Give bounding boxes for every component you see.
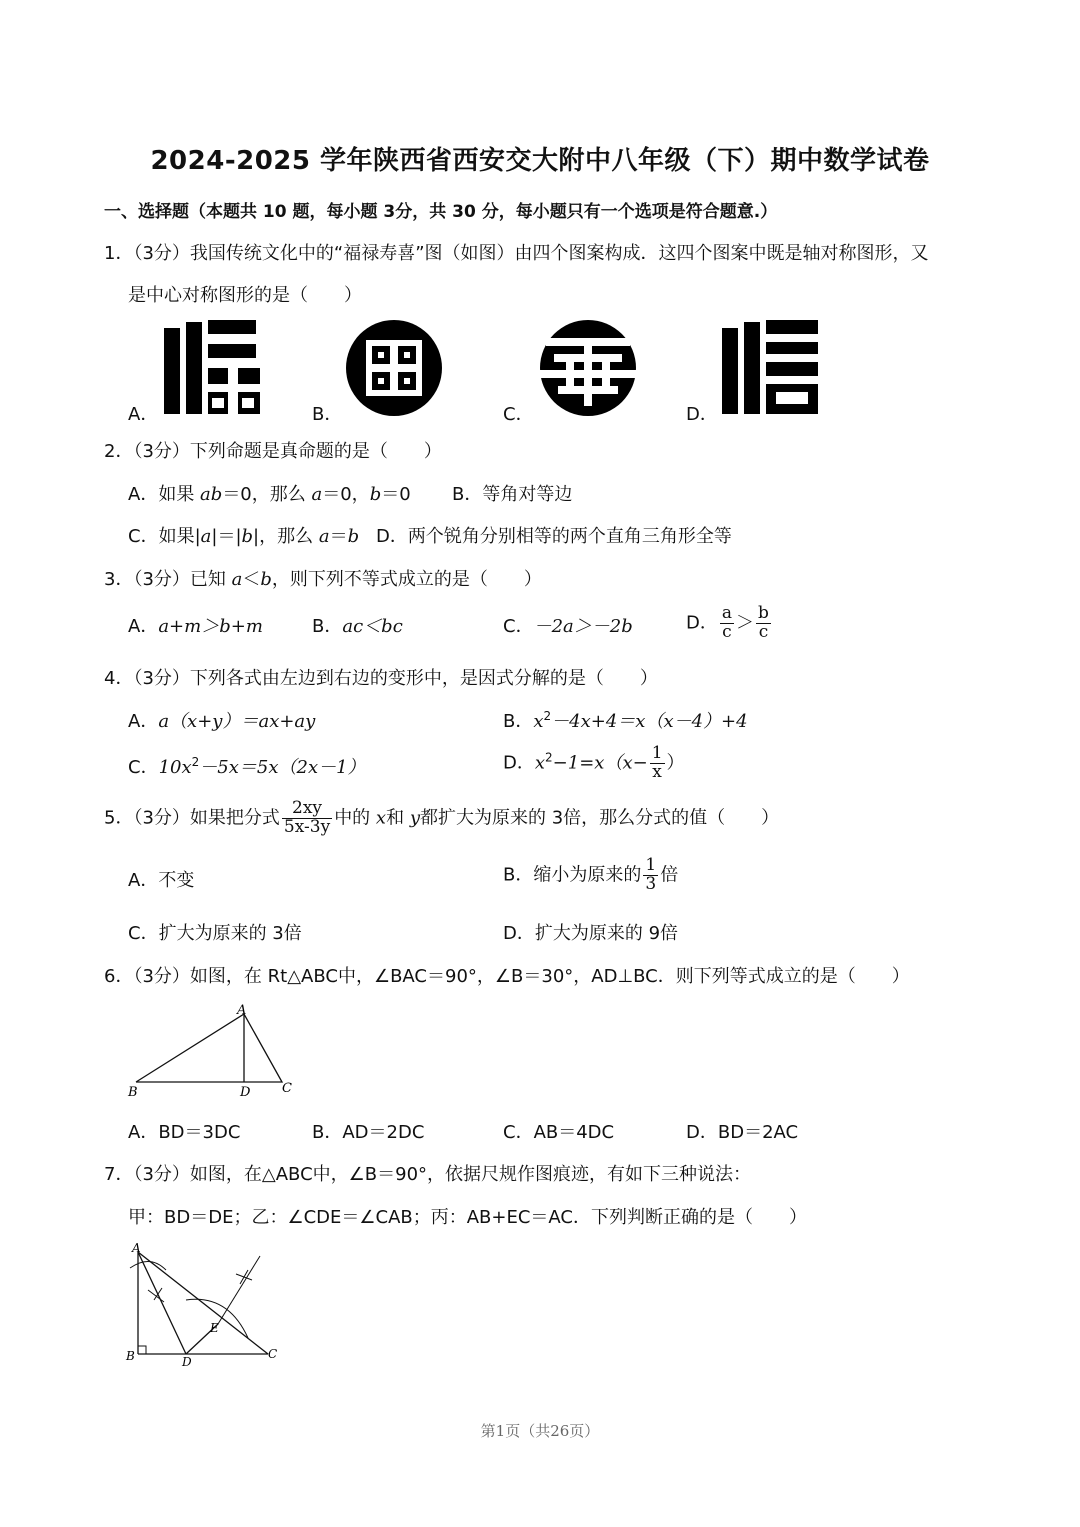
svg-text:E: E xyxy=(210,1321,219,1335)
page-number-footer: 第1页（共26页） xyxy=(480,1422,600,1440)
q4-option-a: A．a（x+y）＝ax+ay xyxy=(128,711,316,732)
svg-text:D: D xyxy=(182,1355,192,1369)
q3-stem: 3．（3分）已知 a＜b，则下列不等式成立的是（ ） xyxy=(104,569,542,590)
fu-emblem-image xyxy=(162,318,264,418)
svg-text:C: C xyxy=(282,1081,292,1096)
q2-option-a: A．如果 ab＝0，那么 a＝0，b＝0 xyxy=(128,484,411,505)
q7-stem: 7．（3分）如图，在△ABC中，∠B＝90°，依据尺规作图痕迹，有如下三种说法： xyxy=(104,1164,752,1185)
q3-option-a: A．a+m＞b+m xyxy=(128,616,263,637)
svg-text:D: D xyxy=(240,1085,251,1100)
q1-option-d-label: D． xyxy=(686,404,718,425)
q6-option-a: A．BD＝3DC xyxy=(128,1122,241,1143)
q6-option-d: D．BD＝2AC xyxy=(686,1122,799,1143)
q5-option-a: A．不变 xyxy=(128,870,195,891)
q5-option-c: C．扩大为原来的 3倍 xyxy=(128,923,302,944)
q5-option-b: B．缩小为原来的 $\frac{1}{3}$ 倍 xyxy=(503,855,679,894)
q3-option-b: B．ac＜bc xyxy=(312,616,403,637)
q1-option-c-label: C． xyxy=(503,404,534,425)
xi-emblem-image xyxy=(720,318,822,418)
svg-text:B: B xyxy=(126,1349,135,1363)
q2-option-d: D．两个锐角分别相等的两个直角三角形全等 xyxy=(376,526,732,547)
q3-option-d: D． $\frac{a}{c}$ ＞ $\frac{b}{c}$ xyxy=(686,603,769,642)
q4-option-b: B．$x^2-4x+4=x(x-4)+4$ xyxy=(503,709,748,732)
svg-text:C: C xyxy=(268,1347,278,1361)
svg-text:A: A xyxy=(132,1241,141,1255)
q1-stem-line2: 是中心对称图形的是（ ） xyxy=(128,285,362,306)
svg-text:A: A xyxy=(237,1003,247,1018)
q4-option-c: C．$10x^2-5x=5x(2x-1)$ xyxy=(128,755,366,778)
q4-option-d: D．$x^2-1=x(x-$ $\frac{1}{x}$ ） xyxy=(503,743,685,782)
q1-option-b-label: B． xyxy=(312,404,343,425)
q3-option-c: C．－2a＞－2b xyxy=(503,616,633,637)
q7-construction-figure xyxy=(120,1238,290,1370)
page-title: 2024-2025 学年陕西省西安交大附中八年级（下）期中数学试卷 xyxy=(150,146,930,176)
q4-stem: 4．（3分）下列各式由左边到右边的变形中，是因式分解的是（ ） xyxy=(104,668,658,689)
lu-emblem-image xyxy=(344,318,444,418)
q6-triangle-figure xyxy=(120,1000,310,1104)
q1-stem-line1: 1．（3分）我国传统文化中的“福禄寿喜”图（如图）由四个图案构成．这四个图案中既是轴对称图形，又 xyxy=(104,243,929,264)
q6-option-c: C．AB＝4DC xyxy=(503,1122,615,1143)
q5-stem: 5．（3分）如果把分式 $\frac{2xy}{5x-3y}$ 中的 x和 y都扩大为原来的 3倍，那么分式的值（ ） xyxy=(104,798,780,837)
q6-option-b: B．AD＝2DC xyxy=(312,1122,425,1143)
q1-option-a-label: A． xyxy=(128,404,159,425)
q6-stem: 6．（3分）如图，在 Rt△ABC中，∠BAC＝90°，∠B＝30°，AD⊥BC．则下列等式成立的是（ ） xyxy=(104,966,910,987)
q5-option-d: D．扩大为原来的 9倍 xyxy=(503,923,679,944)
shou-emblem-image xyxy=(536,318,640,418)
q2-option-c: C．如果|a|＝|b|，那么 a＝b xyxy=(128,526,360,547)
q2-option-b: B．等角对等边 xyxy=(452,484,573,505)
section-heading: 一、选择题（本题共 10 题，每小题 3分，共 30 分，每小题只有一个选项是符合题意.） xyxy=(104,202,778,222)
q7-stem-line2: 甲：BD＝DE；乙：∠CDE＝∠CAB；丙：AB+EC＝AC．下列判断正确的是（ ） xyxy=(128,1207,807,1228)
svg-text:B: B xyxy=(128,1085,138,1100)
q2-stem: 2．（3分）下列命题是真命题的是（ ） xyxy=(104,441,442,462)
